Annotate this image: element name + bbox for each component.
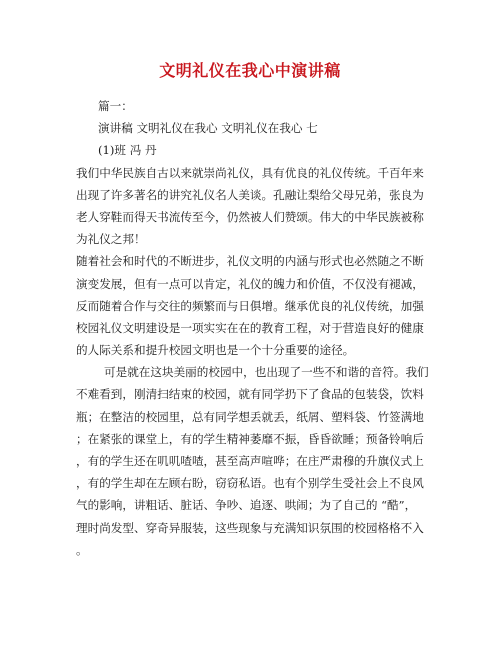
text-line: 我们中华民族自古以来就崇尚礼仪，具有优良的礼仪传统。千百年来: [76, 165, 424, 180]
text-line: 校园礼仪文明建设是一项实实在在的教育工程，对于营造良好的健康: [76, 320, 424, 335]
text-line: 气的影响，讲粗话、脏话、争吵、追逐、哄闹；为了自己的 “酷”，: [76, 498, 417, 513]
text-line: 随着社会和时代的不断进步，礼仪文明的内涵与形式也必然随之不断: [76, 254, 424, 269]
text-line: 的人际关系和提升校园文明也是一个十分重要的途径。: [76, 343, 355, 358]
text-line: 篇一：: [98, 99, 133, 113]
text-line: 演变发展，但有一点可以肯定，礼仪的魄力和价值，不仅没有褪减，: [76, 276, 424, 291]
text-line: 可是就在这块美丽的校园中，也出现了一些不和谐的音符。我们: [104, 365, 429, 380]
text-line: 出现了许多著名的讲究礼仪名人美谈。孔融让梨给父母兄弟，张良为: [76, 187, 424, 202]
text-line: 不难看到，刚清扫结束的校园，就有同学扔下了食品的包装袋，饮料: [76, 387, 424, 402]
text-line: ，有的学生却在左顾右盼，窃窃私语。也有个别学生受社会上不良风: [76, 476, 424, 491]
text-line: 演讲稿 文明礼仪在我心 文明礼仪在我心 七: [98, 121, 318, 136]
document-body: [76, 95, 429, 561]
text-line: ；在紧张的课堂上，有的学生精神萎靡不振，昏昏欲睡；预备铃响后: [76, 431, 424, 446]
text-line: 理时尚发型、穿奇异服装，这些现象与充满知识氛围的校园格格不入: [76, 520, 424, 535]
text-line: 瓶；在整洁的校园里，总有同学想丢就丢，纸屑、塑料袋、竹签满地: [76, 409, 424, 424]
text-line: ，有的学生还在叽叽喳喳，甚至高声喧哗；在庄严肃穆的升旗仪式上: [76, 454, 424, 468]
text-line: 老人穿鞋而得天书流传至今，仍然被人们赞颂。伟大的中华民族被称: [76, 209, 424, 224]
text-line: (1)班 冯 丹: [98, 143, 157, 158]
text-line: 为礼仪之邦！: [76, 232, 146, 247]
text-line: 。: [76, 542, 88, 557]
page-title: 文明礼仪在我心中演讲稿: [159, 61, 341, 80]
text-line: 反而随着合作与交往的频繁而与日俱增。继承优良的礼仪传统，加强: [76, 298, 424, 313]
